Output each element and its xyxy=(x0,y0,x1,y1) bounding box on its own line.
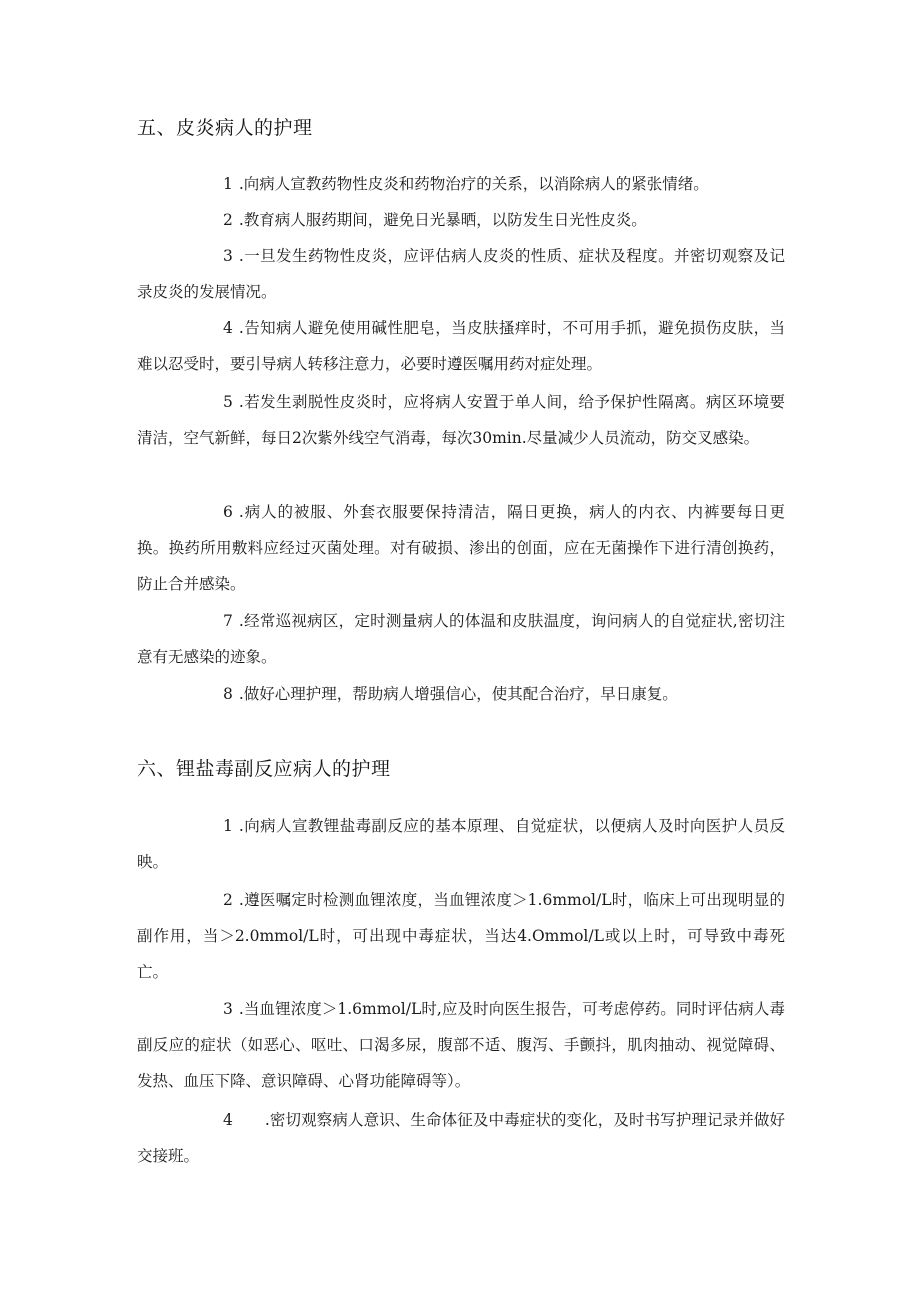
item-text: .向病人宣教药物性皮炎和药物治疗的关系，以消除病人的紧张情绪。 xyxy=(238,175,709,193)
list-item xyxy=(137,882,785,990)
list-item xyxy=(137,991,785,1099)
item-text: .教育病人服药期间，避免日光暴晒，以防发生日光性皮炎。 xyxy=(238,211,647,229)
list-item xyxy=(137,1102,785,1174)
item-number: 3 xyxy=(223,1000,233,1018)
item-number: 4 xyxy=(223,319,233,337)
list-item xyxy=(137,238,785,310)
item-text: .经常巡视病区，定时测量病人的体温和皮肤温度，询问病人的自觉症状,密切注意有无感染的迹象。 xyxy=(137,612,785,666)
item-text: .遵医嘱定时检测血锂浓度，当血锂浓度＞1.6mmol/L时，临床上可出现明显的副作用，当＞2.0mmol/L时，可出现中毒症状，当达4.Ommol/L或以上时，可导致中毒死亡。 xyxy=(137,891,785,981)
item-number: 7 xyxy=(223,612,233,630)
item-text: .若发生剥脱性皮炎时，应将病人安置于单人间，给予保护性隔离。病区环境要清洁，空气新鲜，每日2次紫外线空气消毒，每次30min.尽量减少人员流动，防交叉感染。 xyxy=(137,393,785,447)
list-item xyxy=(137,310,785,382)
item-number: 4 xyxy=(223,1111,233,1129)
list-item xyxy=(137,384,785,456)
item-text: .一旦发生药物性皮炎，应评估病人皮炎的性质、症状及程度。并密切观察及记录皮炎的发展情况。 xyxy=(137,247,785,301)
item-text: .告知病人避免使用碱性肥皂，当皮肤搔痒时，不可用手抓，避免损伤皮肤，当难以忍受时，要引导病人转移注意力，必要时遵医嘱用药对症处理。 xyxy=(137,319,785,373)
item-text: .向病人宣教锂盐毒副反应的基本原理、自觉症状，以便病人及时向医护人员反映。 xyxy=(137,817,785,871)
list-item xyxy=(137,166,785,202)
item-text: .病人的被服、外套衣服要保持清洁，隔日更换，病人的内衣、内裤要每日更换。换药所用敷料应经过灭菌处理。对有破损、渗出的创面，应在无菌操作下进行清创换药，防止合并感染。 xyxy=(137,503,785,593)
list-item xyxy=(137,603,785,675)
item-number: 2 xyxy=(223,891,233,909)
item-number: 6 xyxy=(223,503,233,521)
list-item xyxy=(137,494,785,602)
section-heading-lithium: 六、锂盐毒副反应病人的护理 xyxy=(137,758,391,780)
item-text: .密切观察病人意识、生命体征及中毒症状的变化，及时书写护理记录并做好交接班。 xyxy=(137,1111,785,1165)
section-heading-dermatitis: 五、皮炎病人的护理 xyxy=(137,117,313,139)
list-item xyxy=(137,202,785,238)
item-number: 3 xyxy=(223,247,233,265)
item-number: 1 xyxy=(223,817,233,835)
item-number: 8 xyxy=(223,685,233,703)
item-number: 1 xyxy=(223,175,233,193)
item-text: .当血锂浓度＞1.6mmol/L时,应及时向医生报告，可考虑停药。同时评估病人毒副反应的症状（如恶心、呕吐、口渴多尿，腹部不适、腹泻、手颤抖，肌肉抽动、视觉障碍、发热、血压下降、意识障碍、心肾功能障碍等）。 xyxy=(137,1000,785,1090)
item-number: 2 xyxy=(223,211,233,229)
list-item xyxy=(137,808,785,880)
item-number: 5 xyxy=(223,393,233,411)
item-text: .做好心理护理，帮助病人增强信心，使其配合治疗，早日康复。 xyxy=(238,685,678,703)
list-item xyxy=(137,676,785,712)
